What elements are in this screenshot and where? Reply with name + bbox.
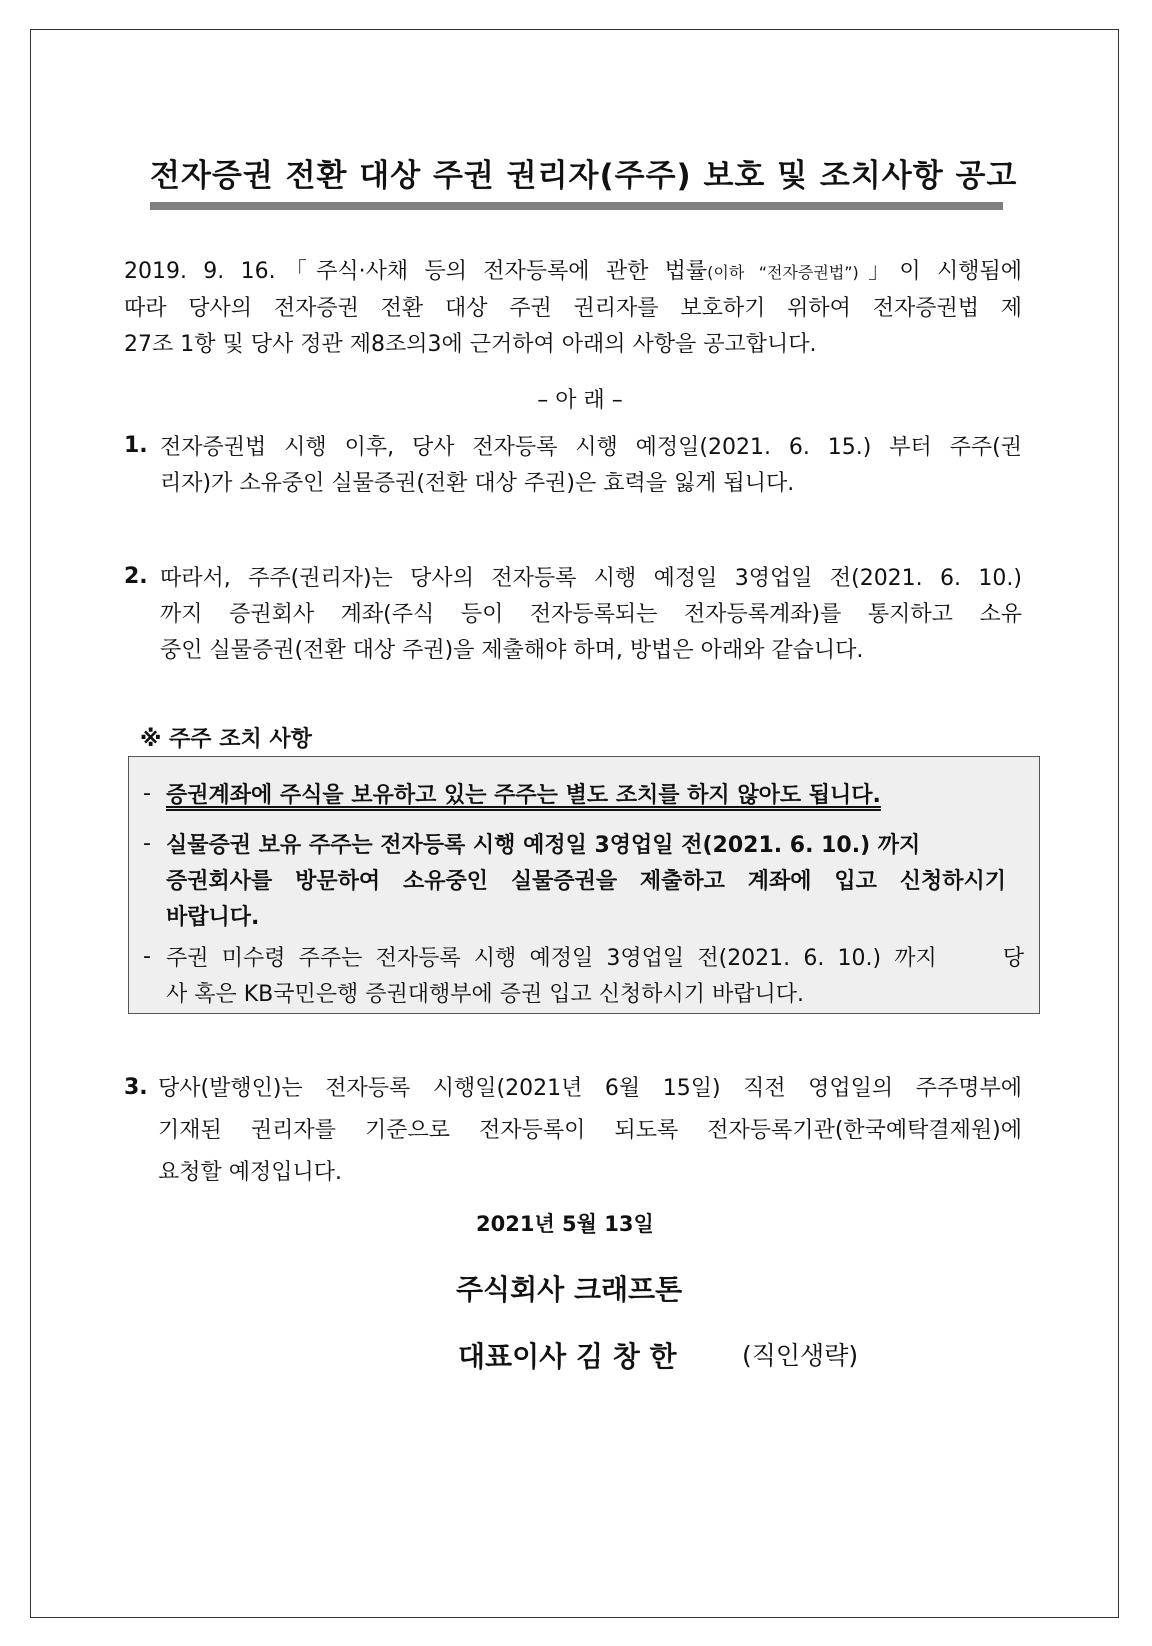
item-2-number: 2.: [124, 564, 148, 589]
bullet-2-dash: -: [143, 831, 151, 856]
item-3-text: [158, 1068, 1022, 1194]
item-3-number: 3.: [124, 1075, 148, 1100]
intro-line-1-small: (이하 “전자증권법”): [707, 263, 859, 282]
below-marker: – 아 래 –: [537, 388, 623, 413]
company-name: 주식회사 크래프톤: [456, 1273, 683, 1306]
ceo-name: 대표이사 김 창 한: [458, 1340, 677, 1373]
intro-line-1-b: 」이 시행됨에: [858, 259, 1022, 284]
notice-date: 2021년 5월 13일: [476, 1212, 654, 1236]
intro-line-2: 따라 당사의 전자증권 전환 대상 주권 권리자를 보호하기 위하여 전자증권법 제: [124, 296, 1022, 321]
item-3-line-2: 기재된 권리자를 기준으로 전자등록이 되도록 전자등록기관(한국예탁결제원)에: [158, 1118, 1022, 1143]
item-2-line-1: 따라서, 주주(권리자)는 당사의 전자등록 시행 예정일 3영업일 전(2021. 6. 10.): [160, 566, 1022, 591]
bullet-3-text: [166, 941, 1024, 1013]
item-3-line-3: 요청할 예정입니다.: [158, 1160, 343, 1185]
page-title: 전자증권 전환 대상 주권 권리자(주주) 보호 및 조치사항 공고: [150, 158, 1018, 194]
bullet-2-line-3: 바랍니다.: [166, 905, 260, 930]
item-2-text: [160, 561, 1022, 669]
intro-paragraph: [124, 254, 1022, 363]
item-1-text: [160, 430, 1022, 502]
bullet-1-dash: -: [143, 781, 151, 806]
item-2-line-3: 중인 실물증권(전환 대상 주권)을 제출해야 하며, 방법은 아래와 같습니다.: [160, 638, 864, 663]
intro-line-1: [124, 254, 1022, 291]
bullet-3-dash: -: [143, 944, 151, 969]
intro-line-3: 27조 1항 및 당사 정관 제8조의3에 근거하여 아래의 사항을 공고합니다.: [124, 332, 817, 357]
bullet-3-line-1: 주권 미수령 주주는 전자등록 시행 예정일 3영업일 전(2021. 6. 10.) 까지 당: [166, 946, 1024, 971]
item-2-line-2: 까지 증권회사 계좌(주식 등이 전자등록되는 전자등록계좌)를 통지하고 소유: [160, 602, 1022, 627]
measures-heading: ※ 주주 조치 사항: [140, 727, 312, 752]
bullet-2-text: [166, 828, 1006, 936]
item-1-line-1: 전자증권법 시행 이후, 당사 전자등록 시행 예정일(2021. 6. 15.) 부터 주주(권: [160, 435, 1022, 460]
bullet-1-text: [166, 778, 1006, 814]
bullet-2-line-2: 증권회사를 방문하여 소유중인 실물증권을 제출하고 계좌에 입고 신청하시기: [166, 869, 1006, 894]
item-3-line-1: 당사(발행인)는 전자등록 시행일(2021년 6월 15일) 직전 영업일의 주주명부에: [158, 1076, 1022, 1101]
seal-omitted-note: (직인생략): [742, 1341, 859, 1370]
intro-line-1-a: 2019. 9. 16.「주식·사채 등의 전자등록에 관한 법률: [124, 259, 708, 284]
bullet-3-line-2: 사 혹은 KB국민은행 증권대행부에 증권 입고 신청하시기 바랍니다.: [166, 982, 805, 1007]
bullet-1-line-1: 증권계좌에 주식을 보유하고 있는 주주는 별도 조치를 하지 않아도 됩니다.: [166, 783, 881, 808]
bullet-2-line-1: 실물증권 보유 주주는 전자등록 시행 예정일 3영업일 전(2021. 6. 10.) 까지: [166, 833, 921, 858]
title-divider: [150, 202, 1003, 210]
item-1-line-2: 리자)가 소유중인 실물증권(전환 대상 주권)은 효력을 잃게 됩니다.: [160, 471, 795, 496]
item-1-number: 1.: [124, 433, 148, 458]
